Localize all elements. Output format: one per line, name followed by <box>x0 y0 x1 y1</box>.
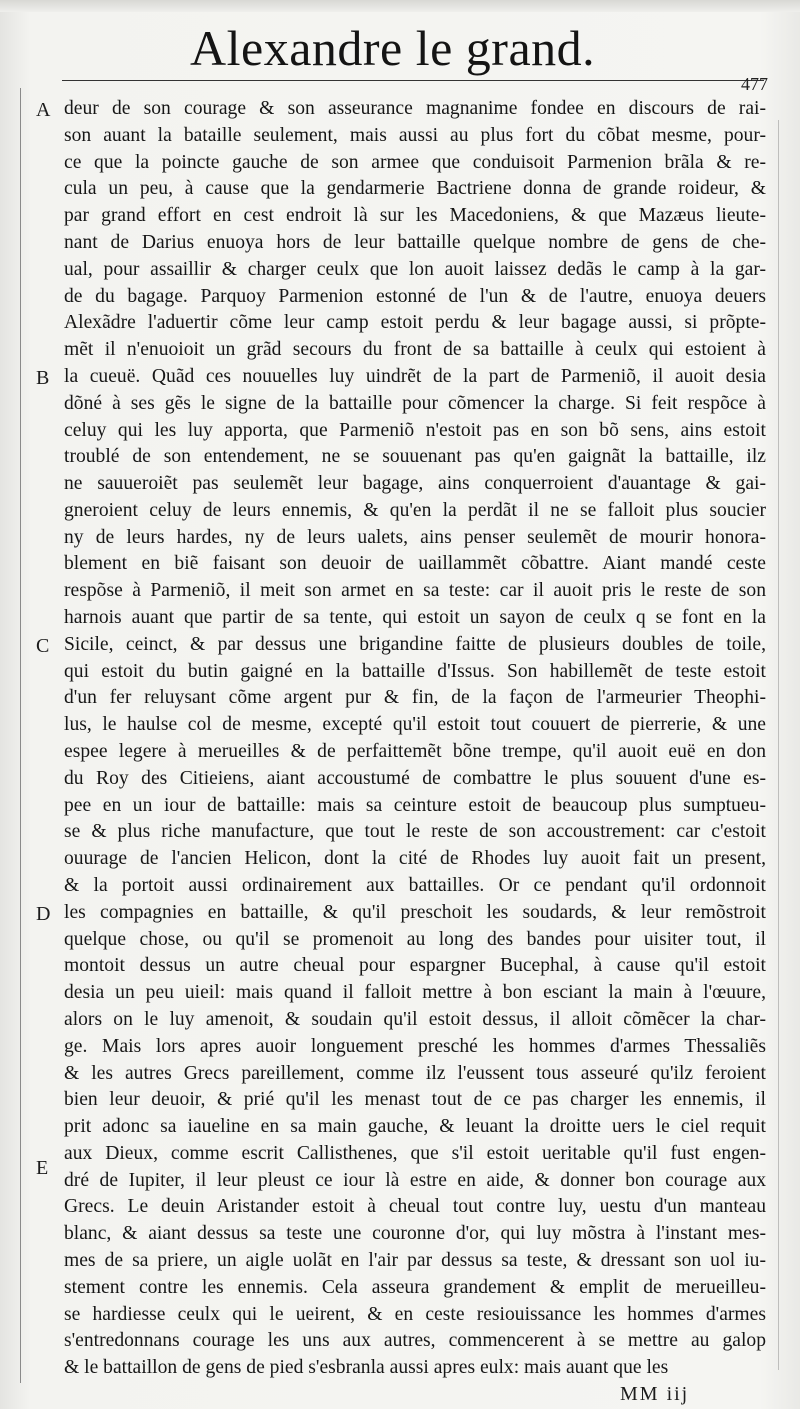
text-line: espee legere à merueilles & de perfaittemẽt bõne trempe, qu'il auoit euë en don <box>64 741 766 762</box>
text-line: Alexãdre l'aduertir cõme leur camp estoit perdu & leur bagage aussi, si prõpte- <box>64 312 766 334</box>
text-line: ual, pour assaillir & charger ceulx que lon auoit laissez dedãs le camp à la gar- <box>64 258 766 280</box>
text-line: deur de son courage & son asseurance magnanime fondee en discours de rai- <box>64 98 766 119</box>
margin-letter-a: A <box>36 99 51 121</box>
text-line: ouurage de l'ancien Helicon, dont la cité de Rhodes luy auoit fait un present, <box>64 848 766 870</box>
header-rule <box>62 80 764 81</box>
text-line: de du bagage. Parquoy Parmenion estonné de l'un & de l'autre, enuoya deuers <box>64 285 766 307</box>
running-title: Alexandre le grand. <box>190 20 596 76</box>
text-line: & les autres Grecs pareillement, comme ilz l'eussent tous asseuré qu'ilz feroient <box>64 1062 766 1084</box>
text-line: aux Dieux, comme escrit Callisthenes, que s'il estoit ueritable qu'il fust engen- <box>64 1142 766 1164</box>
text-line: par grand effort en cest endroit là sur les Macedoniens, & que Mazæus lieute- <box>64 205 766 227</box>
text-line: dõné à ses gẽs le signe de la battaille pour cõmencer la charge. Si feit respõce à <box>64 392 766 414</box>
text-line: les compagnies en battaille, & qu'il preschoit les soudards, & leur remõstroit <box>64 901 766 923</box>
text-line: mes de sa priere, un aigle uolãt en l'air par dessus sa teste, & dressant son uol iu- <box>64 1250 766 1272</box>
text-line: nant de Darius enuoya hors de leur battaille quelque nombre de gens de che- <box>64 231 766 253</box>
text-line: ce que la poincte gauche de son armee que conduisoit Parmenion brãla & re- <box>64 151 766 173</box>
text-line: cula un peu, à cause que la gendarmerie Bactriene donna de grande roideur, & <box>64 178 766 200</box>
text-line: harnois auant que partir de sa tente, qui estoit un sayon de ceulx q se font en la <box>64 607 766 629</box>
text-line: desia un peu uieil: mais quand il falloit mettre à bon esciant la main à l'œuure, <box>64 982 766 1004</box>
text-line: lus, le haulse col de mesme, excepté qu'il estoit tout couuert de pierrerie, & une <box>64 714 766 736</box>
text-line: la cueuë. Quãd ces nouuelles luy uindrẽt de la part de Parmeniõ, il auoit desia <box>64 365 766 387</box>
text-line: gneroient celuy de leurs ennemis, & qu'en la perdãt il ne se falloit plus soucier <box>64 499 766 521</box>
page-edge-line <box>778 120 779 1370</box>
text-line: respõse à Parmeniõ, il meit son armet en sa teste: car il auoit pris le reste de son <box>64 580 766 602</box>
text-line: mẽt il n'enuoioit un grãd secours du front de sa battaille à ceulx qui estoient à <box>64 339 766 361</box>
text-line: & la portoit aussi ordinairement aux battailles. Or ce pendant qu'il ordonnoit <box>64 874 766 896</box>
text-line: blanc, & aiant dessus sa teste une couronne d'or, qui luy mõstra à l'instant mes- <box>64 1223 766 1245</box>
signature-mark: MM iij <box>620 1383 690 1405</box>
gutter-rule <box>20 88 21 1383</box>
text-line: ge. Mais lors apres auoir longuement presché les hommes d'armes Thessaliẽs <box>64 1035 766 1057</box>
text-line: Grecs. Le deuin Aristander estoit à cheual tout contre luy, uestu d'un manteau <box>64 1196 766 1218</box>
text-line: bien leur deuoir, & prié qu'il les menast tout de ce pas charger les ennemis, il <box>64 1089 766 1111</box>
text-line: se hardiesse ceulx qui le ueirent, & en ceste resiouissance les hommes d'armes <box>64 1303 766 1325</box>
text-line: blement en biẽ faisant son deuoir de uaillammẽt cõbattre. Aiant mandé ceste <box>64 553 766 575</box>
text-line: celuy qui les luy apporta, que Parmeniõ n'estoit pas en son bõ sens, ains estoit <box>64 419 766 441</box>
text-line: du Roy des Citieiens, aiant accoustumé de combattre le plus souuent d'une es- <box>64 767 766 789</box>
text-line: ne sauueroiẽt pas seulemẽt leur bagage, ains conquerroient d'auantage & gai- <box>64 473 766 495</box>
text-line: qui estoit du butin gaigné en la battaille d'Issus. Son habillemẽt de teste estoit <box>64 660 766 682</box>
text-line: dré de Iupiter, il leur pleust ce iour là estre en aide, & donner bon courage aux <box>64 1169 766 1191</box>
text-line: son auant la bataille seulement, mais aussi au plus fort du cõbat mesme, pour- <box>64 124 766 146</box>
text-line: s'entredonnans courage les uns aux autres, commencerent à se mettre au galop <box>64 1330 766 1352</box>
text-line: ny de leurs hardes, ny de leurs ualets, ains penser seulemẽt de mourir honora- <box>64 526 766 548</box>
text-line: se & plus riche manufacture, que tout le reste de son accoustrement: car c'estoit <box>64 821 766 843</box>
text-line: prit adonc sa iaueline en sa main gauche, & leuant la droitte uers le ciel requit <box>64 1116 766 1138</box>
margin-letter-c: C <box>36 635 50 657</box>
text-line: montoit dessus un autre cheual pour espargner Bucephal, à cause qu'il estoit <box>64 955 766 977</box>
text-line: & le battaillon de gens de pied s'esbranla aussi apres eulx: mais auant que les <box>64 1357 669 1379</box>
text-line: troublé de son entendement, ne se souuenant pas qu'en gaignãt la battaille, ilz <box>64 446 766 468</box>
body-text <box>64 96 766 1382</box>
text-line: Sicile, ceinct, & par dessus une brigandine faitte de plusieurs doubles de toile, <box>64 633 766 655</box>
page-number: 477 <box>741 74 768 94</box>
text-line: d'un fer reluysant cõme argent pur & fin, de la façon de l'armeurier Theophi- <box>64 687 766 709</box>
margin-letter-e: E <box>36 1157 49 1179</box>
text-line: pee en un iour de battaille: mais sa ceinture estoit de beaucoup plus sumptueu- <box>64 794 766 816</box>
margin-letter-b: B <box>36 367 50 389</box>
page-top-shadow <box>0 0 800 12</box>
margin-letter-d: D <box>36 903 51 925</box>
text-line: alors on le luy amenoit, & soudain qu'il estoit dessus, il alloit cõmẽcer la char- <box>64 1008 766 1030</box>
text-line: stement contre les ennemis. Cela asseura grandement & emplit de merueilleu- <box>64 1276 766 1298</box>
text-line: quelque chose, ou qu'il se promenoit au long des bandes pour uisiter tout, il <box>64 928 766 950</box>
